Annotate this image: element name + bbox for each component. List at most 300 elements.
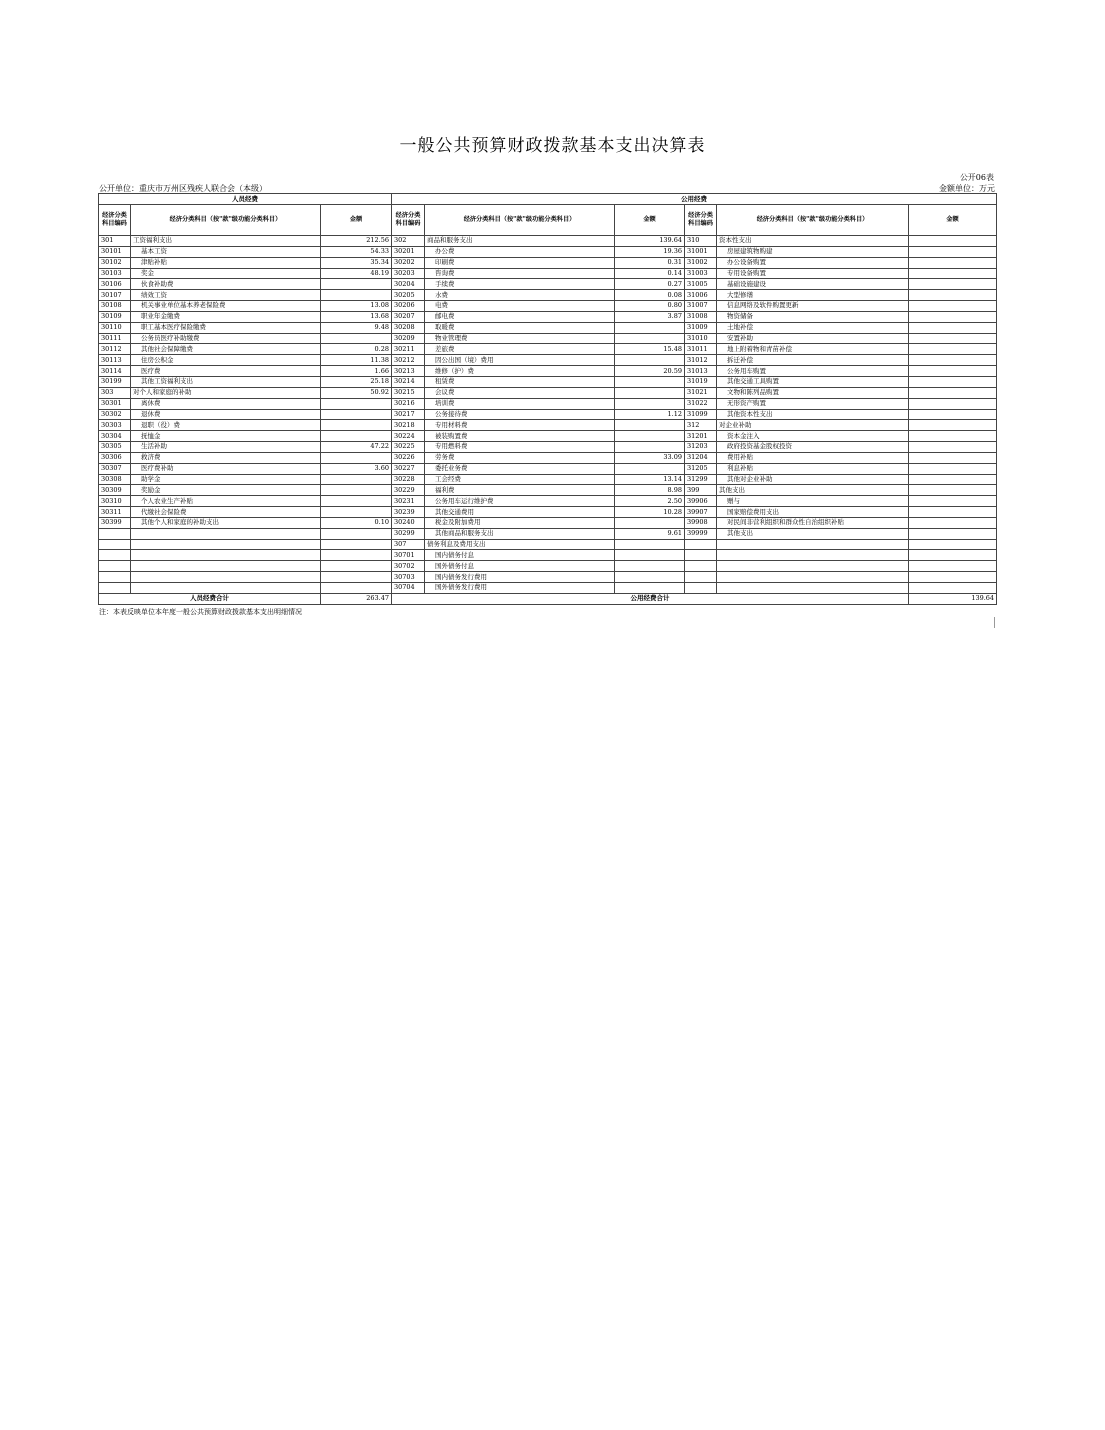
code-cell: 39908	[685, 517, 717, 528]
code-cell: 31201	[685, 431, 717, 442]
code-cell	[99, 528, 131, 539]
code-cell	[99, 583, 131, 594]
amount-cell	[909, 442, 997, 453]
group-header-row	[99, 194, 997, 205]
name-cell: 拆迁补偿	[717, 355, 909, 366]
code-cell: 30203	[392, 268, 425, 279]
name-cell: 退职（役）费	[131, 420, 321, 431]
amount-cell: 2.50	[615, 496, 685, 507]
code-cell: 30304	[99, 431, 131, 442]
name-cell: 对个人和家庭的补助	[131, 387, 321, 398]
amount-cell	[321, 528, 392, 539]
name-cell: 大型修缮	[717, 290, 909, 301]
amount-cell	[615, 463, 685, 474]
name-cell	[131, 572, 321, 583]
name-cell: 其他对企业补助	[717, 474, 909, 485]
name-cell: 土地补偿	[717, 322, 909, 333]
name-cell: 资本性支出	[717, 236, 909, 247]
code-cell: 30114	[99, 366, 131, 377]
totals-row	[99, 593, 997, 604]
name-cell: 咨询费	[425, 268, 615, 279]
group-header-public: 公用经费	[392, 194, 997, 205]
amount-cell	[321, 561, 392, 572]
code-cell: 30310	[99, 496, 131, 507]
name-cell: 其他支出	[717, 528, 909, 539]
code-cell: 30206	[392, 301, 425, 312]
name-cell: 国家赔偿费用支出	[717, 507, 909, 518]
amount-cell: 11.38	[321, 355, 392, 366]
name-cell: 公务用车运行维护费	[425, 496, 615, 507]
code-cell: 30224	[392, 431, 425, 442]
code-cell: 30212	[392, 355, 425, 366]
table-row	[99, 431, 997, 442]
code-cell: 30103	[99, 268, 131, 279]
name-cell: 公务员医疗补助缴费	[131, 333, 321, 344]
code-cell: 30227	[392, 463, 425, 474]
code-cell: 30214	[392, 376, 425, 387]
table-row	[99, 322, 997, 333]
amount-cell	[615, 561, 685, 572]
code-cell: 39907	[685, 507, 717, 518]
amount-cell	[615, 355, 685, 366]
table-row	[99, 572, 997, 583]
amount-cell	[909, 431, 997, 442]
col-header-amount: 金额	[909, 205, 997, 236]
amount-cell	[909, 550, 997, 561]
name-cell	[717, 561, 909, 572]
code-cell: 30205	[392, 290, 425, 301]
code-cell: 30231	[392, 496, 425, 507]
amount-cell	[909, 344, 997, 355]
code-cell: 30216	[392, 398, 425, 409]
name-cell: 国内债务付息	[425, 550, 615, 561]
name-cell: 津贴补贴	[131, 257, 321, 268]
code-cell: 30207	[392, 311, 425, 322]
amount-cell	[321, 398, 392, 409]
code-cell: 39999	[685, 528, 717, 539]
table-row	[99, 290, 997, 301]
code-cell: 30111	[99, 333, 131, 344]
code-cell: 30218	[392, 420, 425, 431]
name-cell: 伙食补助费	[131, 279, 321, 290]
name-cell: 助学金	[131, 474, 321, 485]
amount-cell	[321, 507, 392, 518]
code-cell: 31005	[685, 279, 717, 290]
code-cell: 30199	[99, 376, 131, 387]
amount-cell	[909, 376, 997, 387]
table-row	[99, 236, 997, 247]
code-cell: 30299	[392, 528, 425, 539]
amount-cell	[321, 409, 392, 420]
table-row	[99, 409, 997, 420]
col-header-name: 经济分类科目（按"款"级功能分类科目）	[717, 205, 909, 236]
amount-cell	[615, 322, 685, 333]
name-cell: 对企业补助	[717, 420, 909, 431]
name-cell: 取暖费	[425, 322, 615, 333]
amount-cell	[909, 496, 997, 507]
amount-cell: 47.22	[321, 442, 392, 453]
code-cell: 30225	[392, 442, 425, 453]
code-cell: 30101	[99, 246, 131, 257]
amount-cell: 50.92	[321, 387, 392, 398]
code-cell: 312	[685, 420, 717, 431]
code-cell: 30107	[99, 290, 131, 301]
table-row	[99, 344, 997, 355]
amount-cell: 13.14	[615, 474, 685, 485]
code-cell: 30208	[392, 322, 425, 333]
amount-cell: 8.98	[615, 485, 685, 496]
name-cell: 电费	[425, 301, 615, 312]
col-header-code: 经济分类科目编码	[99, 205, 131, 236]
name-cell: 工资福利支出	[131, 236, 321, 247]
name-cell: 印刷费	[425, 257, 615, 268]
code-cell: 31203	[685, 442, 717, 453]
name-cell: 物业管理费	[425, 333, 615, 344]
code-cell: 30309	[99, 485, 131, 496]
code-cell: 39906	[685, 496, 717, 507]
amount-cell	[909, 311, 997, 322]
code-cell: 30703	[392, 572, 425, 583]
code-cell: 31013	[685, 366, 717, 377]
code-cell: 30102	[99, 257, 131, 268]
table-row	[99, 550, 997, 561]
name-cell: 劳务费	[425, 452, 615, 463]
name-cell: 赠与	[717, 496, 909, 507]
amount-cell: 0.80	[615, 301, 685, 312]
name-cell: 代缴社会保险费	[131, 507, 321, 518]
name-cell: 国内债务发行费用	[425, 572, 615, 583]
table-row	[99, 366, 997, 377]
name-cell	[131, 550, 321, 561]
table-row	[99, 257, 997, 268]
name-cell: 邮电费	[425, 311, 615, 322]
name-cell: 住房公积金	[131, 355, 321, 366]
amount-cell: 212.56	[321, 236, 392, 247]
name-cell	[717, 550, 909, 561]
code-cell: 31007	[685, 301, 717, 312]
amount-cell	[909, 517, 997, 528]
col-header-amount: 金额	[321, 205, 392, 236]
amount-cell	[321, 290, 392, 301]
name-cell: 基础设施建设	[717, 279, 909, 290]
code-cell: 31099	[685, 409, 717, 420]
name-cell: 费用补贴	[717, 452, 909, 463]
code-cell: 30211	[392, 344, 425, 355]
code-cell: 31019	[685, 376, 717, 387]
amount-cell: 1.12	[615, 409, 685, 420]
code-cell: 30202	[392, 257, 425, 268]
amount-cell	[909, 528, 997, 539]
amount-cell: 9.61	[615, 528, 685, 539]
amount-cell: 13.08	[321, 301, 392, 312]
amount-unit: 金额单位：万元	[939, 184, 995, 193]
name-cell: 奖金	[131, 268, 321, 279]
name-cell: 救济费	[131, 452, 321, 463]
table-row	[99, 517, 997, 528]
code-cell: 30213	[392, 366, 425, 377]
name-cell: 利息补贴	[717, 463, 909, 474]
amount-cell	[909, 246, 997, 257]
amount-cell	[321, 583, 392, 594]
amount-cell	[615, 572, 685, 583]
code-cell: 301	[99, 236, 131, 247]
amount-cell	[615, 420, 685, 431]
amount-cell	[615, 376, 685, 387]
amount-cell	[909, 257, 997, 268]
name-cell: 医疗费补助	[131, 463, 321, 474]
amount-cell: 3.87	[615, 311, 685, 322]
code-cell: 30311	[99, 507, 131, 518]
name-cell: 专用材料费	[425, 420, 615, 431]
name-cell: 专用设备购置	[717, 268, 909, 279]
code-cell	[99, 572, 131, 583]
amount-cell	[615, 583, 685, 594]
amount-cell	[321, 452, 392, 463]
amount-cell: 10.28	[615, 507, 685, 518]
amount-cell	[909, 366, 997, 377]
name-cell: 文物和陈列品购置	[717, 387, 909, 398]
name-cell: 职业年金缴费	[131, 311, 321, 322]
table-row	[99, 442, 997, 453]
amount-cell: 20.59	[615, 366, 685, 377]
code-cell: 30701	[392, 550, 425, 561]
name-cell: 工会经费	[425, 474, 615, 485]
name-cell: 其他社会保障缴费	[131, 344, 321, 355]
code-cell	[685, 561, 717, 572]
amount-cell: 0.10	[321, 517, 392, 528]
name-cell: 因公出国（境）费用	[425, 355, 615, 366]
code-cell	[685, 583, 717, 594]
amount-cell	[909, 485, 997, 496]
amount-cell: 0.28	[321, 344, 392, 355]
name-cell: 退休费	[131, 409, 321, 420]
code-cell	[685, 572, 717, 583]
amount-cell	[909, 236, 997, 247]
amount-cell	[909, 409, 997, 420]
name-cell: 其他商品和服务支出	[425, 528, 615, 539]
code-cell: 31012	[685, 355, 717, 366]
column-header-row	[99, 205, 997, 236]
amount-cell	[321, 333, 392, 344]
code-cell: 30399	[99, 517, 131, 528]
code-cell: 31204	[685, 452, 717, 463]
amount-cell	[909, 355, 997, 366]
code-cell: 31011	[685, 344, 717, 355]
table-row	[99, 301, 997, 312]
name-cell: 信息网络及软件购置更新	[717, 301, 909, 312]
name-cell: 租赁费	[425, 376, 615, 387]
amount-cell	[321, 539, 392, 550]
code-cell: 30308	[99, 474, 131, 485]
table-row	[99, 485, 997, 496]
code-cell: 30110	[99, 322, 131, 333]
table-row	[99, 355, 997, 366]
name-cell	[131, 539, 321, 550]
code-cell: 31299	[685, 474, 717, 485]
amount-cell: 25.18	[321, 376, 392, 387]
text-cursor	[994, 617, 995, 628]
name-cell	[131, 583, 321, 594]
amount-cell: 139.64	[615, 236, 685, 247]
code-cell: 31022	[685, 398, 717, 409]
table-row	[99, 387, 997, 398]
amount-cell	[909, 561, 997, 572]
amount-cell: 54.33	[321, 246, 392, 257]
col-header-code: 经济分类科目编码	[392, 205, 425, 236]
amount-cell	[615, 398, 685, 409]
name-cell: 培训费	[425, 398, 615, 409]
code-cell: 30307	[99, 463, 131, 474]
amount-cell	[909, 539, 997, 550]
code-cell: 31021	[685, 387, 717, 398]
code-cell: 30215	[392, 387, 425, 398]
code-cell: 30209	[392, 333, 425, 344]
code-cell: 30306	[99, 452, 131, 463]
code-cell: 399	[685, 485, 717, 496]
table-row	[99, 496, 997, 507]
name-cell	[131, 561, 321, 572]
code-cell: 30106	[99, 279, 131, 290]
name-cell: 房屋建筑物购建	[717, 246, 909, 257]
amount-cell: 13.68	[321, 311, 392, 322]
form-number: 公开06表	[959, 173, 994, 182]
code-cell: 30226	[392, 452, 425, 463]
amount-cell	[909, 507, 997, 518]
name-cell: 国外债务付息	[425, 561, 615, 572]
table-row	[99, 246, 997, 257]
amount-cell: 9.48	[321, 322, 392, 333]
code-cell: 30305	[99, 442, 131, 453]
personnel-total-label: 人员经费合计	[99, 593, 321, 604]
table-row	[99, 376, 997, 387]
code-cell: 30113	[99, 355, 131, 366]
amount-cell	[909, 463, 997, 474]
name-cell: 其他交通工具购置	[717, 376, 909, 387]
table-row	[99, 268, 997, 279]
name-cell: 政府投资基金股权投资	[717, 442, 909, 453]
name-cell: 委托业务费	[425, 463, 615, 474]
name-cell: 物资储备	[717, 311, 909, 322]
amount-cell	[909, 290, 997, 301]
amount-cell	[909, 387, 997, 398]
name-cell: 债务利息及费用支出	[425, 539, 615, 550]
amount-cell	[615, 431, 685, 442]
name-cell: 个人农业生产补贴	[131, 496, 321, 507]
group-header-personnel: 人员经费	[99, 194, 392, 205]
table-row	[99, 463, 997, 474]
name-cell: 差旅费	[425, 344, 615, 355]
page-title: 一般公共预算财政拨款基本支出决算表	[399, 136, 706, 156]
name-cell: 办公费	[425, 246, 615, 257]
code-cell: 30704	[392, 583, 425, 594]
name-cell: 生活补助	[131, 442, 321, 453]
name-cell: 无形资产购置	[717, 398, 909, 409]
name-cell: 职工基本医疗保险缴费	[131, 322, 321, 333]
amount-cell: 0.08	[615, 290, 685, 301]
code-cell: 30204	[392, 279, 425, 290]
amount-cell: 15.48	[615, 344, 685, 355]
name-cell: 机关事业单位基本养老保险费	[131, 301, 321, 312]
name-cell: 福利费	[425, 485, 615, 496]
code-cell: 30201	[392, 246, 425, 257]
name-cell: 对民间非营利组织和群众性自治组织补贴	[717, 517, 909, 528]
table-row	[99, 528, 997, 539]
reporting-organization: 公开单位：重庆市万州区残疾人联合会（本级）	[99, 184, 267, 193]
amount-cell	[615, 517, 685, 528]
expenditure-table	[98, 193, 997, 605]
code-cell	[99, 539, 131, 550]
name-cell: 其他个人和家庭的补助支出	[131, 517, 321, 528]
col-header-name: 经济分类科目（按"款"级功能分类科目）	[425, 205, 615, 236]
name-cell: 其他支出	[717, 485, 909, 496]
amount-cell	[909, 572, 997, 583]
table-row	[99, 279, 997, 290]
code-cell: 31008	[685, 311, 717, 322]
code-cell: 31002	[685, 257, 717, 268]
amount-cell	[321, 550, 392, 561]
code-cell: 30302	[99, 409, 131, 420]
code-cell: 31001	[685, 246, 717, 257]
amount-cell	[321, 420, 392, 431]
code-cell: 30217	[392, 409, 425, 420]
code-cell: 30240	[392, 517, 425, 528]
name-cell: 会议费	[425, 387, 615, 398]
table-row	[99, 398, 997, 409]
code-cell: 310	[685, 236, 717, 247]
code-cell	[685, 550, 717, 561]
col-header-amount: 金额	[615, 205, 685, 236]
amount-cell	[615, 333, 685, 344]
table-row	[99, 583, 997, 594]
amount-cell: 19.36	[615, 246, 685, 257]
name-cell: 被装购置费	[425, 431, 615, 442]
amount-cell	[909, 301, 997, 312]
name-cell: 专用燃料费	[425, 442, 615, 453]
name-cell: 办公设备购置	[717, 257, 909, 268]
name-cell: 维修（护）费	[425, 366, 615, 377]
code-cell: 307	[392, 539, 425, 550]
amount-cell: 33.09	[615, 452, 685, 463]
amount-cell	[615, 550, 685, 561]
code-cell: 31006	[685, 290, 717, 301]
table-row	[99, 333, 997, 344]
name-cell: 基本工资	[131, 246, 321, 257]
code-cell: 31009	[685, 322, 717, 333]
amount-cell: 0.27	[615, 279, 685, 290]
code-cell: 30303	[99, 420, 131, 431]
name-cell	[717, 539, 909, 550]
amount-cell: 1.66	[321, 366, 392, 377]
amount-cell	[321, 431, 392, 442]
amount-cell	[909, 322, 997, 333]
amount-cell: 0.14	[615, 268, 685, 279]
amount-cell: 35.34	[321, 257, 392, 268]
amount-cell	[615, 539, 685, 550]
col-header-name: 经济分类科目（按"款"级功能分类科目）	[131, 205, 321, 236]
amount-cell	[909, 452, 997, 463]
name-cell: 安置补助	[717, 333, 909, 344]
code-cell: 31010	[685, 333, 717, 344]
name-cell: 绩效工资	[131, 290, 321, 301]
amount-cell	[909, 279, 997, 290]
table-row	[99, 539, 997, 550]
code-cell: 30301	[99, 398, 131, 409]
amount-cell	[909, 583, 997, 594]
amount-cell	[321, 279, 392, 290]
name-cell	[131, 528, 321, 539]
name-cell: 地上附着物和青苗补偿	[717, 344, 909, 355]
amount-cell: 0.31	[615, 257, 685, 268]
